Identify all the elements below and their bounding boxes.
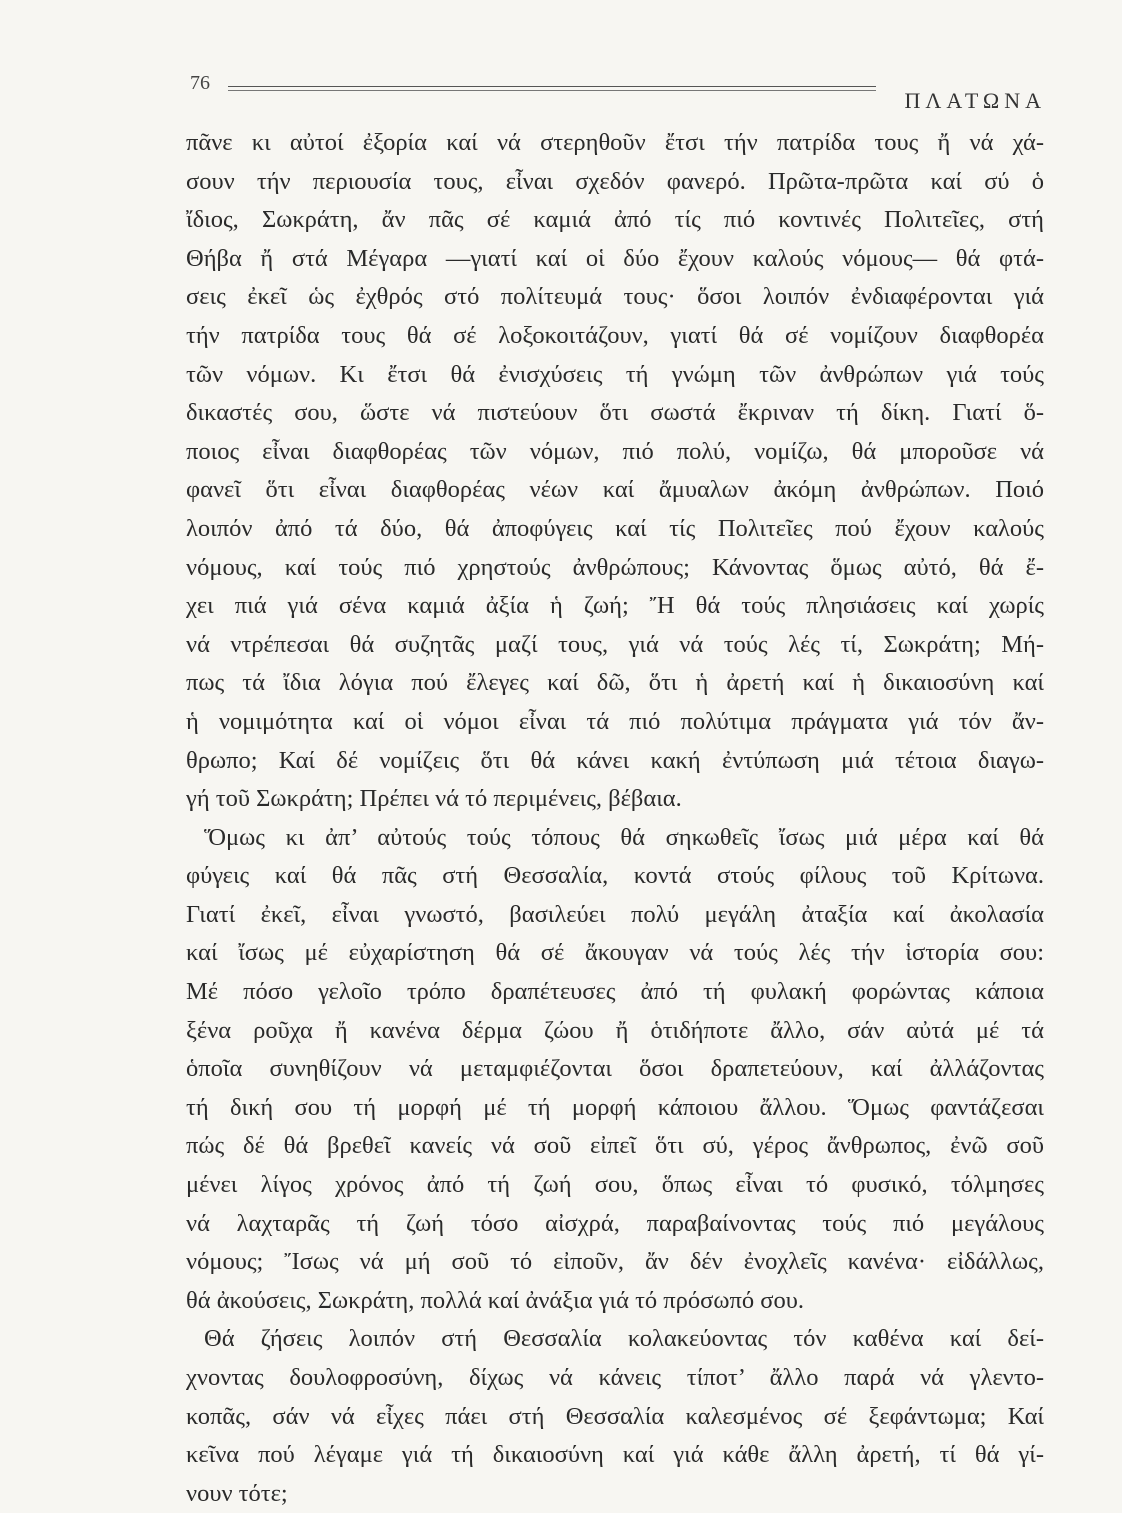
- text-line: κεῖνα πού λέγαμε γιά τή δικαιοσύνη καί γιά κάθε ἄλλη ἀρετή, τί θά γί-: [186, 1441, 1044, 1469]
- text-line: πως τά ἴδια λόγια πού ἔλεγες καί δῶ, ὅτι ἡ ἀρετή καί ἡ δικαιοσύνη καί: [186, 669, 1044, 697]
- body-text: [186, 124, 1044, 1513]
- text-line: καί ἴσως μέ εὐχαρίστηση θά σέ ἄκουγαν νά τούς λές τήν ἱστορία σου:: [186, 939, 1044, 967]
- text-line: νόμους; Ἴσως νά μή σοῦ τό εἰποῦν, ἄν δέν ἐνοχλεῖς κανένα· εἰδάλλως,: [186, 1248, 1044, 1276]
- text-line: Μέ πόσο γελοῖο τρόπο δραπέτευσες ἀπό τή φυλακή φορώντας κάποια: [186, 978, 1044, 1006]
- text-line: φανεῖ ὅτι εἶναι διαφθορέας νέων καί ἄμυαλων ἀκόμη ἀνθρώπων. Ποιό: [186, 476, 1044, 504]
- page-number: 76: [190, 72, 210, 94]
- text-line: νόμους, καί τούς πιό χρηστούς ἀνθρώπους; Κάνοντας ὅμως αὐτό, θά ἔ-: [186, 553, 1044, 581]
- text-line: φύγεις καί θά πᾶς στή Θεσσαλία, κοντά στούς φίλους τοῦ Κρίτωνα.: [186, 862, 1044, 890]
- text-line: Θήβα ἤ στά Μέγαρα —γιατί καί οἱ δύο ἔχουν καλούς νόμους— θά φτά-: [186, 244, 1044, 272]
- text-line: Θά ζήσεις λοιπόν στή Θεσσαλία κολακεύοντας τόν καθένα καί δεί-: [204, 1325, 1044, 1353]
- text-line: τῶν νόμων. Κι ἔτσι θά ἐνισχύσεις τή γνώμη τῶν ἀνθρώπων γιά τούς: [186, 360, 1044, 388]
- text-line: ἡ νομιμότητα καί οἱ νόμοι εἶναι τά πιό πολύτιμα πράγματα γιά τόν ἄν-: [186, 707, 1044, 735]
- text-line: νά ντρέπεσαι θά συζητᾶς μαζί τους, γιά νά τούς λές τί, Σωκράτη; Μή-: [186, 630, 1044, 658]
- text-line: ὁποῖα συνηθίζουν νά μεταμφιέζονται ὅσοι δραπετεύουν, καί ἀλλάζοντας: [186, 1055, 1044, 1083]
- text-line: ἴδιος, Σωκράτη, ἄν πᾶς σέ καμιά ἀπό τίς πιό κοντινές Πολιτεῖες, στή: [186, 206, 1044, 234]
- running-title: ΠΛΑΤΩΝΑ: [904, 88, 1046, 113]
- text-line: ποιος εἶναι διαφθορέας τῶν νόμων, πιό πολύ, νομίζω, θά μποροῦσε νά: [186, 437, 1044, 465]
- text-line: Ὅμως κι ἀπ’ αὐτούς τούς τόπους θά σηκωθεῖς ἴσως μιά μέρα καί θά: [204, 823, 1044, 851]
- page-header: [186, 68, 1046, 113]
- text-line: σεις ἐκεῖ ὡς ἐχθρός στό πολίτευμά τους· ὅσοι λοιπόν ἐνδιαφέρονται γιά: [186, 283, 1044, 311]
- text-line: δικαστές σου, ὥστε νά πιστεύουν ὅτι σωστά ἔκριναν τή δίκη. Γιατί ὅ-: [186, 399, 1044, 427]
- text-line: λοιπόν ἀπό τά δύο, θά ἀποφύγεις καί τίς Πολιτεῖες πού ἔχουν καλούς: [186, 514, 1044, 542]
- text-line: μένει λίγος χρόνος ἀπό τή ζωή σου, ὅπως εἶναι τό φυσικό, τόλμησες: [186, 1171, 1044, 1199]
- text-line: πώς δέ θά βρεθεῖ κανείς νά σοῦ εἰπεῖ ὅτι σύ, γέρος ἄνθρωπος, ἐνῶ σοῦ: [186, 1132, 1044, 1160]
- header-rule: [228, 86, 876, 87]
- text-line: πᾶνε κι αὐτοί ἐξορία καί νά στερηθοῦν ἔτσι τήν πατρίδα τους ἤ νά χά-: [186, 129, 1044, 156]
- text-line: ξένα ροῦχα ἤ κανένα δέρμα ζώου ἤ ὁτιδήποτε ἄλλο, σάν αὐτά μέ τά: [186, 1016, 1044, 1044]
- text-line: θά ἀκούσεις, Σωκράτη, πολλά καί ἀνάξια γιά τό πρόσωπό σου.: [186, 1286, 804, 1314]
- text-line: Γιατί ἐκεῖ, εἶναι γνωστό, βασιλεύει πολύ μεγάλη ἀταξία καί ἀκολασία: [186, 900, 1044, 928]
- text-line: κοπᾶς, σάν νά εἶχες πάει στή Θεσσαλία καλεσμένος σέ ξεφάντωμα; Καί: [186, 1402, 1044, 1430]
- header-rule-second: [228, 90, 876, 91]
- text-line: σουν τήν περιουσία τους, εἶναι σχεδόν φανερό. Πρῶτα-πρῶτα καί σύ ὁ: [186, 167, 1044, 195]
- text-line: χνοντας δουλοφροσύνη, δίχως νά κάνεις τίποτ’ ἄλλο παρά νά γλεντο-: [186, 1364, 1044, 1391]
- text-line: νουν τότε;: [186, 1479, 288, 1507]
- text-line: θρωπο; Καί δέ νομίζεις ὅτι θά κάνει κακή ἐντύπωση μιά τέτοια διαγω-: [186, 746, 1044, 774]
- text-line: χει πιά γιά σένα καμιά ἀξία ἡ ζωή; Ἤ θά τούς πλησιάσεις καί χωρίς: [186, 592, 1044, 620]
- text-line: τή δική σου τή μορφή μέ τή μορφή κάποιου ἄλλου. Ὅμως φαντάζεσαι: [186, 1093, 1044, 1121]
- text-line: γή τοῦ Σωκράτη; Πρέπει νά τό περιμένεις, βέβαια.: [186, 785, 682, 813]
- text-line: νά λαχταρᾶς τή ζωή τόσο αἰσχρά, παραβαίνοντας τούς πιό μεγάλους: [186, 1209, 1044, 1237]
- text-line: τήν πατρίδα τους θά σέ λοξοκοιτάζουν, γιατί θά σέ νομίζουν διαφθορέα: [186, 321, 1044, 349]
